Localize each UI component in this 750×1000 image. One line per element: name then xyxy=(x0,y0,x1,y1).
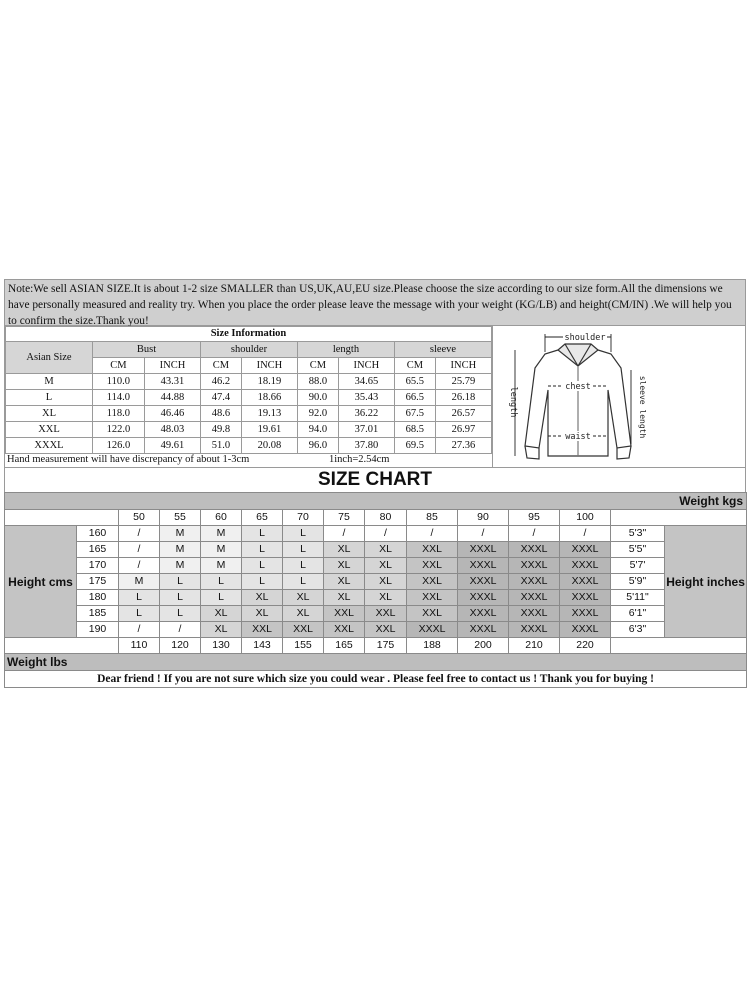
size-info-row xyxy=(4,326,746,468)
height-cm-cell: 190 xyxy=(77,622,119,638)
measurement-cell: 19.61 xyxy=(241,422,297,438)
height-cm-cell: 185 xyxy=(77,606,119,622)
measurement-cell: 26.57 xyxy=(435,406,491,422)
size-cell: L xyxy=(160,590,201,606)
length-label: length xyxy=(508,386,518,418)
weight-kg-cell: 70 xyxy=(283,510,324,526)
size-cell: / xyxy=(560,526,611,542)
asian-size-cell: XL xyxy=(6,406,93,422)
measurement-cell: 36.22 xyxy=(338,406,394,422)
size-cell: XL xyxy=(283,606,324,622)
height-cm-cell: 165 xyxy=(77,542,119,558)
weight-lbs-label: Weight lbs xyxy=(5,654,747,671)
size-cell: XXXL xyxy=(560,606,611,622)
measurement-cell: 25.79 xyxy=(435,374,491,390)
measurement-cell: 47.4 xyxy=(201,390,242,406)
size-cell: XXXL xyxy=(458,590,509,606)
weight-kg-cell: 55 xyxy=(160,510,201,526)
size-info-row xyxy=(6,374,492,390)
length-header: length xyxy=(298,342,395,358)
size-cell: L xyxy=(201,574,242,590)
weight-kg-cell: 95 xyxy=(509,510,560,526)
weight-kg-cell: 75 xyxy=(324,510,365,526)
measurement-cell: 96.0 xyxy=(298,438,339,454)
size-cell: XXL xyxy=(324,622,365,638)
size-cell: / xyxy=(365,526,407,542)
size-cell: L xyxy=(242,574,283,590)
measurement-cell: 118.0 xyxy=(93,406,145,422)
size-chart-row xyxy=(5,574,747,590)
measurement-cell: 49.61 xyxy=(144,438,200,454)
size-cell: XXXL xyxy=(407,622,458,638)
size-cell: / xyxy=(509,526,560,542)
height-cm-cell: 180 xyxy=(77,590,119,606)
measurement-cell: 94.0 xyxy=(298,422,339,438)
chest-label: chest xyxy=(565,382,591,392)
measurement-cell: 48.6 xyxy=(201,406,242,422)
size-cell: XXL xyxy=(324,606,365,622)
size-cell: XXL xyxy=(365,622,407,638)
measurement-cell: 34.65 xyxy=(338,374,394,390)
measurement-cell: 122.0 xyxy=(93,422,145,438)
size-cell: XXXL xyxy=(509,606,560,622)
size-chart-table xyxy=(4,492,747,688)
measurement-cell: 18.19 xyxy=(241,374,297,390)
size-cell: XL xyxy=(242,590,283,606)
blank-cell xyxy=(611,638,747,654)
measurement-cell: 88.0 xyxy=(298,374,339,390)
size-information-panel xyxy=(5,326,493,467)
size-cell: XXL xyxy=(407,606,458,622)
size-information-table xyxy=(5,326,492,454)
size-chart-row xyxy=(5,526,747,542)
size-cell: L xyxy=(283,574,324,590)
size-cell: L xyxy=(283,558,324,574)
size-sheet xyxy=(4,279,746,688)
shoulder-label: shoulder xyxy=(564,333,606,343)
unit-header: CM xyxy=(93,358,145,374)
measurement-cell: 26.18 xyxy=(435,390,491,406)
measurement-cell: 110.0 xyxy=(93,374,145,390)
asian-size-cell: XXL xyxy=(6,422,93,438)
size-cell: M xyxy=(201,526,242,542)
size-cell: XL xyxy=(283,590,324,606)
sleeve-length-label: sleeve length xyxy=(638,375,647,439)
size-cell: XL xyxy=(201,606,242,622)
measurement-cell: 27.36 xyxy=(435,438,491,454)
size-chart-row xyxy=(5,590,747,606)
height-cm-cell: 175 xyxy=(77,574,119,590)
size-cell: / xyxy=(119,526,160,542)
weight-lb-cell: 120 xyxy=(160,638,201,654)
measurement-note xyxy=(7,454,487,465)
weight-kg-cell: 90 xyxy=(458,510,509,526)
sleeve-header: sleeve xyxy=(394,342,491,358)
size-cell: XXXL xyxy=(458,574,509,590)
size-cell: L xyxy=(283,526,324,542)
waist-label: waist xyxy=(565,432,591,442)
measurement-cell: 68.5 xyxy=(394,422,435,438)
size-cell: XXL xyxy=(365,606,407,622)
height-inch-cell: 5'9" xyxy=(611,574,665,590)
blank-cell xyxy=(611,510,747,526)
size-cell: / xyxy=(119,542,160,558)
weight-lb-cell: 155 xyxy=(283,638,324,654)
size-cell: XXL xyxy=(407,574,458,590)
unit-header: INCH xyxy=(241,358,297,374)
size-info-row xyxy=(6,422,492,438)
blank-cell xyxy=(5,638,119,654)
measurement-cell: 49.8 xyxy=(201,422,242,438)
size-cell: XXXL xyxy=(560,558,611,574)
asian-size-cell: L xyxy=(6,390,93,406)
height-cm-cell: 170 xyxy=(77,558,119,574)
size-cell: XXXL xyxy=(509,622,560,638)
size-info-row xyxy=(6,406,492,422)
size-cell: XXXL xyxy=(458,606,509,622)
weight-kg-cell: 50 xyxy=(119,510,160,526)
size-cell: / xyxy=(324,526,365,542)
inch-conversion-note: 1inch=2.54cm xyxy=(329,454,390,465)
size-cell: XXXL xyxy=(509,542,560,558)
weight-lb-cell: 200 xyxy=(458,638,509,654)
size-info-row xyxy=(6,390,492,406)
measurement-cell: 37.01 xyxy=(338,422,394,438)
size-cell: L xyxy=(160,606,201,622)
measurement-cell: 35.43 xyxy=(338,390,394,406)
weight-kg-cell: 85 xyxy=(407,510,458,526)
size-cell: L xyxy=(242,526,283,542)
blank-cell xyxy=(5,510,119,526)
unit-header: CM xyxy=(298,358,339,374)
weight-kg-cell: 65 xyxy=(242,510,283,526)
size-cell: XXXL xyxy=(458,558,509,574)
measurement-cell: 90.0 xyxy=(298,390,339,406)
size-cell: M xyxy=(160,558,201,574)
size-cell: XL xyxy=(324,590,365,606)
weight-lb-cell: 130 xyxy=(201,638,242,654)
unit-header: INCH xyxy=(435,358,491,374)
measurement-cell: 37.80 xyxy=(338,438,394,454)
size-cell: L xyxy=(201,590,242,606)
measurement-cell: 69.5 xyxy=(394,438,435,454)
size-cell: M xyxy=(160,526,201,542)
size-cell: M xyxy=(201,542,242,558)
height-inches-label: Height inches xyxy=(665,526,747,638)
size-info-row xyxy=(6,438,492,454)
shirt-diagram xyxy=(503,328,743,464)
height-cms-label: Height cms xyxy=(5,526,77,638)
size-chart-title: SIZE CHART xyxy=(4,468,746,492)
height-inch-cell: 6'3" xyxy=(611,622,665,638)
size-cell: XL xyxy=(324,558,365,574)
size-information-body xyxy=(6,374,492,454)
measurement-cell: 48.03 xyxy=(144,422,200,438)
unit-header: CM xyxy=(201,358,242,374)
size-cell: L xyxy=(160,574,201,590)
size-chart-row xyxy=(5,558,747,574)
size-cell: XXXL xyxy=(458,622,509,638)
shirt-diagram-panel xyxy=(493,326,745,467)
asian-size-cell: XXXL xyxy=(6,438,93,454)
size-cell: XL xyxy=(365,542,407,558)
size-cell: XXL xyxy=(407,558,458,574)
measurement-cell: 20.08 xyxy=(241,438,297,454)
height-cm-cell: 160 xyxy=(77,526,119,542)
measurement-cell: 43.31 xyxy=(144,374,200,390)
size-cell: L xyxy=(119,606,160,622)
asian-size-cell: M xyxy=(6,374,93,390)
size-information-title: Size Information xyxy=(6,327,492,342)
measurement-cell: 126.0 xyxy=(93,438,145,454)
size-cell: L xyxy=(242,542,283,558)
measurement-cell: 44.88 xyxy=(144,390,200,406)
size-chart-body xyxy=(5,526,747,638)
size-cell: XXL xyxy=(242,622,283,638)
weight-lbs-row xyxy=(5,638,747,654)
size-cell: XL xyxy=(365,590,407,606)
shoulder-header: shoulder xyxy=(201,342,298,358)
size-chart-row xyxy=(5,542,747,558)
height-inch-cell: 5'3" xyxy=(611,526,665,542)
weight-kgs-label: Weight kgs xyxy=(5,493,747,510)
size-cell: / xyxy=(160,622,201,638)
weight-lb-cell: 110 xyxy=(119,638,160,654)
size-cell: L xyxy=(242,558,283,574)
size-cell: XXXL xyxy=(458,542,509,558)
weight-lb-cell: 143 xyxy=(242,638,283,654)
measurement-cell: 19.13 xyxy=(241,406,297,422)
bust-header: Bust xyxy=(93,342,201,358)
measurement-cell: 66.5 xyxy=(394,390,435,406)
measurement-cell: 46.2 xyxy=(201,374,242,390)
size-cell: / xyxy=(119,558,160,574)
measurement-cell: 67.5 xyxy=(394,406,435,422)
weight-kg-cell: 60 xyxy=(201,510,242,526)
measurement-cell: 65.5 xyxy=(394,374,435,390)
measurement-cell: 26.97 xyxy=(435,422,491,438)
unit-header: INCH xyxy=(144,358,200,374)
hand-measurement-note: Hand measurement will have discrepancy of about 1-3cm xyxy=(7,454,250,465)
size-note: Note:We sell ASIAN SIZE.It is about 1-2 size SMALLER than US,UK,AU,EU size.Please choose the size according to our size form.All the dimensions we have personally measured and reality try. When you place the order please leave the message with your weight (KG/LB) and height(CM/IN) .We will help you to confirm the size.Thank you! xyxy=(4,279,746,326)
weight-lb-cell: 188 xyxy=(407,638,458,654)
measurement-cell: 18.66 xyxy=(241,390,297,406)
size-cell: XL xyxy=(242,606,283,622)
measurement-cell: 114.0 xyxy=(93,390,145,406)
size-cell: XXXL xyxy=(509,574,560,590)
size-cell: XXXL xyxy=(509,590,560,606)
measurement-cell: 92.0 xyxy=(298,406,339,422)
size-cell: XL xyxy=(324,542,365,558)
size-cell: XL xyxy=(365,558,407,574)
unit-header: INCH xyxy=(338,358,394,374)
size-chart-row xyxy=(5,622,747,638)
size-cell: M xyxy=(201,558,242,574)
size-cell: XXXL xyxy=(560,590,611,606)
size-cell: XXXL xyxy=(560,622,611,638)
size-cell: / xyxy=(458,526,509,542)
weight-lb-cell: 220 xyxy=(560,638,611,654)
size-cell: XXL xyxy=(407,590,458,606)
size-cell: XXXL xyxy=(560,574,611,590)
size-cell: M xyxy=(119,574,160,590)
size-cell: XXXL xyxy=(509,558,560,574)
size-cell: XL xyxy=(365,574,407,590)
height-inch-cell: 5'7' xyxy=(611,558,665,574)
size-cell: XXXL xyxy=(560,542,611,558)
size-cell: L xyxy=(283,542,324,558)
contact-footer: Dear friend ! If you are not sure which size you could wear . Please feel free to contact us ! Thank you for buying ! xyxy=(5,671,747,688)
measurement-cell: 51.0 xyxy=(201,438,242,454)
size-chart-row xyxy=(5,606,747,622)
size-cell: / xyxy=(119,622,160,638)
weight-lb-cell: 175 xyxy=(365,638,407,654)
height-inch-cell: 5'5" xyxy=(611,542,665,558)
measurement-cell: 46.46 xyxy=(144,406,200,422)
size-cell: / xyxy=(407,526,458,542)
size-cell: L xyxy=(119,590,160,606)
size-cell: M xyxy=(160,542,201,558)
size-cell: XL xyxy=(324,574,365,590)
size-cell: XXL xyxy=(407,542,458,558)
weight-lb-cell: 210 xyxy=(509,638,560,654)
size-cell: XXL xyxy=(283,622,324,638)
height-inch-cell: 6'1" xyxy=(611,606,665,622)
size-cell: XL xyxy=(201,622,242,638)
weight-kg-cell: 80 xyxy=(365,510,407,526)
asian-size-header: Asian Size xyxy=(6,342,93,374)
unit-header: CM xyxy=(394,358,435,374)
weight-kgs-row xyxy=(5,510,747,526)
height-inch-cell: 5'11" xyxy=(611,590,665,606)
weight-lb-cell: 165 xyxy=(324,638,365,654)
weight-kg-cell: 100 xyxy=(560,510,611,526)
